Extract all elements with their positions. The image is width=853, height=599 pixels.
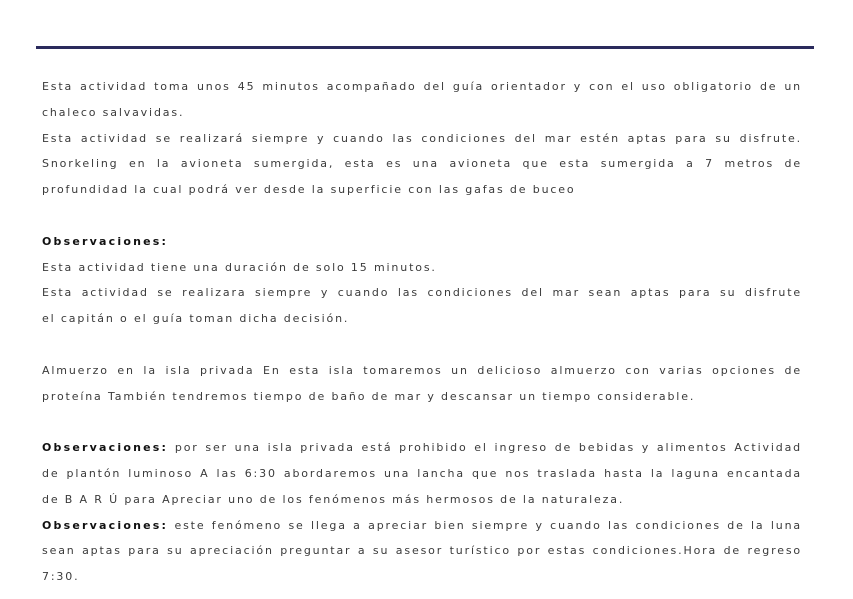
paragraph-line: Esta actividad se realizará siempre y cuando las condiciones del mar estén aptas para su disfrute.: [42, 131, 802, 145]
spacer: [42, 203, 802, 229]
observations-label: Observaciones:: [42, 518, 169, 532]
observations-heading: Observaciones:: [42, 234, 169, 248]
paragraph-line: de plantón luminoso A las 6:30 abordaremos una lancha que nos traslada hasta la laguna encantada: [42, 466, 802, 480]
spacer: [42, 332, 802, 358]
paragraph-line: sean aptas para su apreciación preguntar a su asesor turístico por estas condiciones.Hora de regreso 7:30.: [42, 544, 802, 584]
paragraph-line: Snorkeling en la avioneta sumergida, esta es una avioneta que esta sumergida a 7 metros de: [42, 157, 802, 171]
paragraph-line: el capitán o el guía toman dicha decisión.: [42, 312, 350, 326]
paragraph-line: Esta actividad toma unos 45 minutos acompañado del guía orientador y con el uso obligatorio de un: [42, 80, 802, 93]
paragraph-line: chaleco salvavidas.: [42, 105, 185, 119]
document-body: [42, 74, 802, 590]
spacer: [42, 409, 802, 435]
paragraph-line: Esta actividad se realizara siempre y cuando las condiciones del mar sean aptas para su disfrute: [42, 286, 802, 300]
paragraph-line: [42, 513, 802, 539]
observations-text: este fenómeno se llega a apreciar bien siempre y cuando las condiciones de la luna: [168, 518, 802, 532]
paragraph-line: profundidad la cual podrá ver desde la superficie con las gafas de buceo: [42, 183, 576, 197]
header-divider: [36, 46, 814, 49]
observations-text: por ser una isla privada está prohibido el ingreso de bebidas y alimentos Actividad: [168, 441, 802, 455]
paragraph-line: [42, 435, 802, 461]
paragraph-line: de B A R Ú para Apreciar uno de los fenómenos más hermosos de la naturaleza.: [42, 492, 625, 506]
paragraph-line: proteína También tendremos tiempo de baño de mar y descansar un tiempo considerable.: [42, 389, 696, 403]
paragraph-line: Almuerzo en la isla privada En esta isla tomaremos un delicioso almuerzo con varias opciones de: [42, 363, 802, 377]
observations-label: Observaciones:: [42, 441, 169, 455]
paragraph-line: Esta actividad tiene una duración de solo 15 minutos.: [42, 260, 437, 274]
